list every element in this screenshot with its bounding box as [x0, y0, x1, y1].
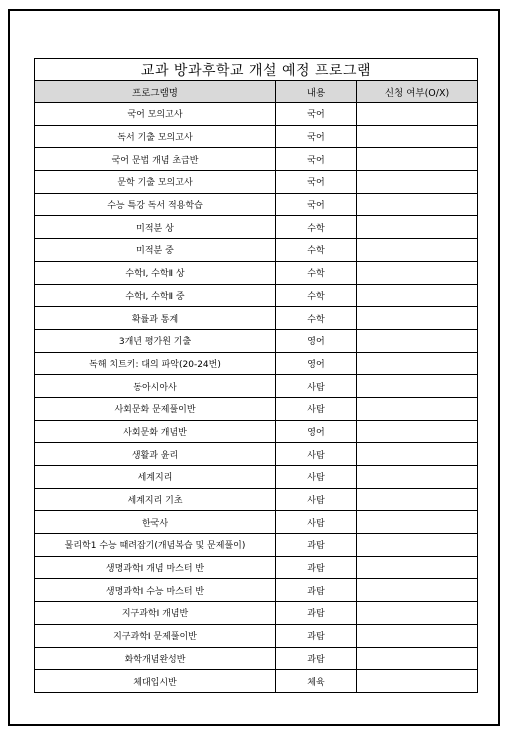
- header-subject: 내용: [276, 81, 357, 103]
- table-body: [35, 103, 478, 693]
- table-row: [35, 443, 478, 466]
- header-apply: 신청 여부(O/X): [357, 81, 478, 103]
- table-row: [35, 647, 478, 670]
- table-row: [35, 239, 478, 262]
- table-row: [35, 148, 478, 171]
- subject-cell: 과탐: [276, 556, 357, 579]
- table-row: [35, 624, 478, 647]
- subject-cell: 과탐: [276, 647, 357, 670]
- subject-cell: 사탐: [276, 375, 357, 398]
- program-name-cell: 문학 기출 모의고사: [35, 171, 276, 194]
- table-row: [35, 488, 478, 511]
- apply-cell[interactable]: [357, 397, 478, 420]
- table-row: [35, 534, 478, 557]
- apply-cell[interactable]: [357, 239, 478, 262]
- subject-cell: 국어: [276, 193, 357, 216]
- subject-cell: 국어: [276, 171, 357, 194]
- table-title: 교과 방과후학교 개설 예정 프로그램: [35, 59, 478, 81]
- table-row: [35, 329, 478, 352]
- subject-cell: 과탐: [276, 534, 357, 557]
- table-row: [35, 193, 478, 216]
- apply-cell[interactable]: [357, 488, 478, 511]
- table-row: [35, 284, 478, 307]
- program-name-cell: 독서 기출 모의고사: [35, 125, 276, 148]
- program-name-cell: 수학Ⅰ, 수학Ⅱ 상: [35, 261, 276, 284]
- table-row: [35, 670, 478, 693]
- program-name-cell: 지구과학Ⅰ 개념반: [35, 602, 276, 625]
- subject-cell: 영어: [276, 420, 357, 443]
- program-name-cell: 세계지리: [35, 466, 276, 489]
- apply-cell[interactable]: [357, 148, 478, 171]
- program-name-cell: 생명과학Ⅰ 개념 마스터 반: [35, 556, 276, 579]
- subject-cell: 영어: [276, 329, 357, 352]
- subject-cell: 사탐: [276, 397, 357, 420]
- table-row: [35, 352, 478, 375]
- subject-cell: 사탐: [276, 443, 357, 466]
- table-row: [35, 103, 478, 126]
- apply-cell[interactable]: [357, 647, 478, 670]
- apply-cell[interactable]: [357, 103, 478, 126]
- program-name-cell: 미적분 상: [35, 216, 276, 239]
- apply-cell[interactable]: [357, 624, 478, 647]
- apply-cell[interactable]: [357, 216, 478, 239]
- program-name-cell: 세계지리 기초: [35, 488, 276, 511]
- table-row: [35, 216, 478, 239]
- program-table: [34, 58, 478, 693]
- subject-cell: 수학: [276, 239, 357, 262]
- subject-cell: 사탐: [276, 511, 357, 534]
- apply-cell[interactable]: [357, 125, 478, 148]
- program-name-cell: 생활과 윤리: [35, 443, 276, 466]
- apply-cell[interactable]: [357, 670, 478, 693]
- program-name-cell: 화학개념완성반: [35, 647, 276, 670]
- program-name-cell: 국어 문법 개념 초급반: [35, 148, 276, 171]
- subject-cell: 과탐: [276, 624, 357, 647]
- subject-cell: 수학: [276, 284, 357, 307]
- table-row: [35, 466, 478, 489]
- apply-cell[interactable]: [357, 307, 478, 330]
- apply-cell[interactable]: [357, 466, 478, 489]
- subject-cell: 수학: [276, 216, 357, 239]
- subject-cell: 국어: [276, 103, 357, 126]
- apply-cell[interactable]: [357, 443, 478, 466]
- program-name-cell: 사회문화 개념반: [35, 420, 276, 443]
- table-row: [35, 556, 478, 579]
- subject-cell: 국어: [276, 148, 357, 171]
- table-row: [35, 261, 478, 284]
- program-name-cell: 물리학1 수능 때려잡기(개념복습 및 문제풀이): [35, 534, 276, 557]
- apply-cell[interactable]: [357, 375, 478, 398]
- table-row: [35, 307, 478, 330]
- apply-cell[interactable]: [357, 556, 478, 579]
- program-name-cell: 지구과학Ⅰ 문제풀이반: [35, 624, 276, 647]
- subject-cell: 수학: [276, 261, 357, 284]
- apply-cell[interactable]: [357, 193, 478, 216]
- apply-cell[interactable]: [357, 352, 478, 375]
- program-name-cell: 수학Ⅰ, 수학Ⅱ 중: [35, 284, 276, 307]
- subject-cell: 과탐: [276, 579, 357, 602]
- program-name-cell: 3개년 평가원 기출: [35, 329, 276, 352]
- subject-cell: 과탐: [276, 602, 357, 625]
- subject-cell: 국어: [276, 125, 357, 148]
- program-name-cell: 한국사: [35, 511, 276, 534]
- apply-cell[interactable]: [357, 261, 478, 284]
- subject-cell: 사탐: [276, 488, 357, 511]
- apply-cell[interactable]: [357, 420, 478, 443]
- subject-cell: 사탐: [276, 466, 357, 489]
- program-name-cell: 동아시아사: [35, 375, 276, 398]
- header-program: 프로그램명: [35, 81, 276, 103]
- program-name-cell: 확률과 통계: [35, 307, 276, 330]
- apply-cell[interactable]: [357, 534, 478, 557]
- table-row: [35, 511, 478, 534]
- apply-cell[interactable]: [357, 511, 478, 534]
- table-row: [35, 420, 478, 443]
- table-row: [35, 125, 478, 148]
- subject-cell: 수학: [276, 307, 357, 330]
- table-header-row: [35, 81, 478, 103]
- table-title-row: [35, 59, 478, 81]
- table-row: [35, 375, 478, 398]
- program-name-cell: 수능 특강 독서 적용학습: [35, 193, 276, 216]
- table-row: [35, 397, 478, 420]
- table-row: [35, 579, 478, 602]
- subject-cell: 체육: [276, 670, 357, 693]
- apply-cell[interactable]: [357, 171, 478, 194]
- program-name-cell: 독해 치트키: 대의 파악(20-24번): [35, 352, 276, 375]
- program-name-cell: 생명과학Ⅰ 수능 마스터 반: [35, 579, 276, 602]
- program-name-cell: 체대입시반: [35, 670, 276, 693]
- program-name-cell: 미적분 중: [35, 239, 276, 262]
- table-row: [35, 602, 478, 625]
- apply-cell[interactable]: [357, 602, 478, 625]
- program-name-cell: 국어 모의고사: [35, 103, 276, 126]
- apply-cell[interactable]: [357, 579, 478, 602]
- apply-cell[interactable]: [357, 284, 478, 307]
- subject-cell: 영어: [276, 352, 357, 375]
- table-row: [35, 171, 478, 194]
- apply-cell[interactable]: [357, 329, 478, 352]
- program-name-cell: 사회문화 문제풀이반: [35, 397, 276, 420]
